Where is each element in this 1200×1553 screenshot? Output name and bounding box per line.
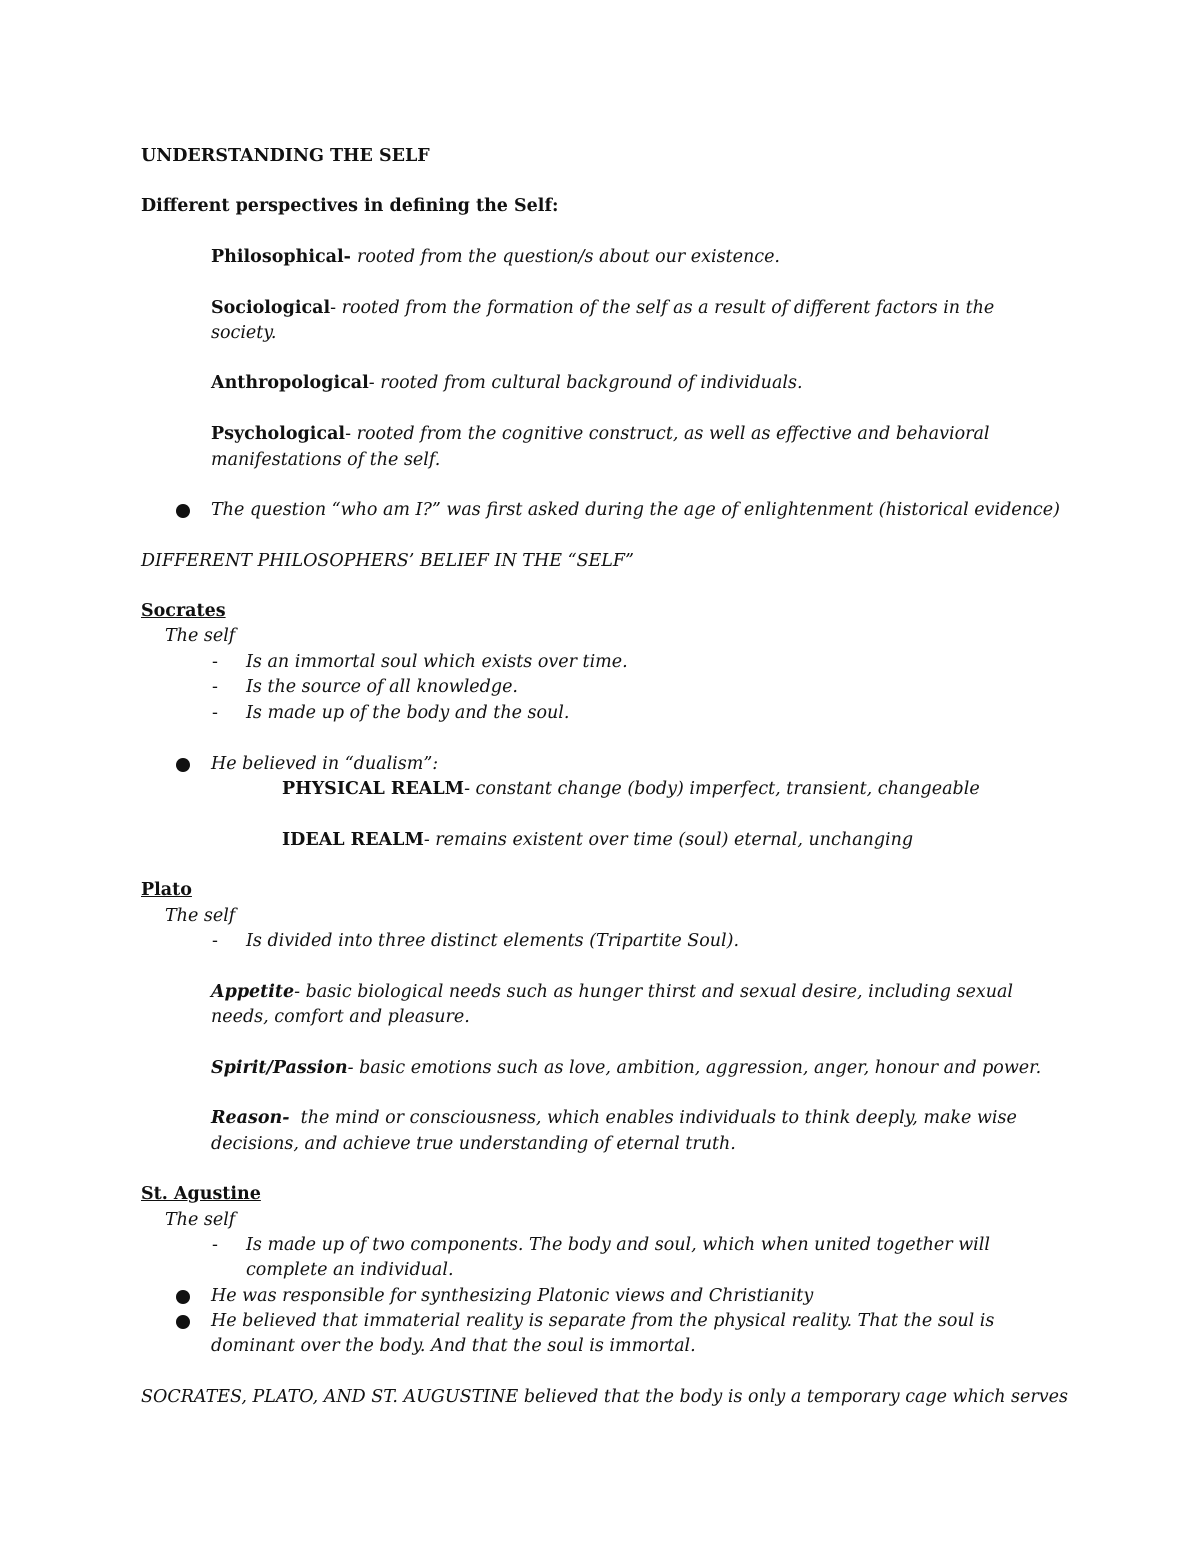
ideal-realm (282, 827, 913, 853)
physical-realm-term: PHYSICAL REALM (282, 779, 465, 799)
bullet-icon (176, 758, 190, 772)
augustine-bullet-2-cont: dominant over the body. And that the soul is immortal. (211, 1336, 696, 1356)
philosophical-sep: - (343, 247, 357, 267)
physical-realm (282, 776, 980, 802)
question-note: The question “who am I?” was first asked during the age of enlightenment (historical evidence) (211, 500, 1060, 520)
socrates-point-2: Is the source of all knowledge. (246, 677, 518, 697)
socrates-self-label: The self (165, 626, 236, 646)
sociological-sep: - (330, 298, 342, 318)
page-title: UNDERSTANDING THE SELF (141, 146, 430, 166)
sociological-item (211, 295, 994, 321)
socrates-point-3: Is made up of the body and the soul. (246, 703, 570, 723)
anthropological-desc: rooted from cultural background of individuals. (380, 373, 803, 393)
perspectives-heading: Different perspectives in defining the Self: (141, 196, 559, 216)
augustine-bullet-1: He was responsible for synthesizing Platonic views and Christianity (211, 1286, 814, 1306)
bullet-icon (176, 504, 190, 518)
sociological-desc-cont: society. (211, 323, 277, 343)
appetite-term: Appetite (211, 982, 295, 1002)
reason-desc: the mind or consciousness, which enables individuals to think deeply, make wise (289, 1108, 1017, 1128)
reason-term: Reason- (211, 1108, 290, 1128)
reason-item (211, 1105, 1017, 1131)
augustine-bullet-2: He believed that immaterial reality is separate from the physical reality. That the soul is (211, 1311, 995, 1331)
plato-heading: Plato (141, 880, 192, 900)
ideal-realm-desc: - remains existent over time (soul) eternal, unchanging (423, 830, 914, 850)
augustine-self-label: The self (165, 1210, 236, 1230)
bullet-icon (176, 1290, 190, 1304)
psychological-desc: rooted from the cognitive construct, as well as effective and behavioral (356, 424, 990, 444)
dash-marker: - (212, 931, 218, 951)
dash-marker: - (212, 652, 218, 672)
philosophers-heading: DIFFERENT PHILOSOPHERS’ BELIEF IN THE “SELF” (141, 551, 634, 571)
socrates-dualism: He believed in “dualism”: (211, 754, 439, 774)
dash-marker: - (212, 677, 218, 697)
dash-marker: - (212, 1235, 218, 1255)
closing-paragraph (141, 1384, 1068, 1410)
appetite-item (211, 979, 1013, 1005)
reason-desc-cont: decisions, and achieve true understanding of eternal truth. (211, 1134, 736, 1154)
spirit-term: Spirit/Passion (211, 1058, 348, 1078)
anthropological-sep: - (368, 373, 381, 393)
philosophical-term: Philosophical (211, 247, 344, 267)
ideal-realm-term: IDEAL REALM (282, 830, 424, 850)
physical-realm-desc: - constant change (body) imperfect, transient, changeable (464, 779, 980, 799)
philosophical-item (211, 244, 780, 270)
dash-marker: - (212, 703, 218, 723)
spirit-desc: - basic emotions such as love, ambition, aggression, anger, honour and power. (347, 1058, 1042, 1078)
appetite-desc: - basic biological needs such as hunger thirst and sexual desire, including sexual (294, 982, 1013, 1002)
closing-text: believed that the body is only a temporary cage which serves (518, 1387, 1068, 1407)
augustine-point: Is made up of two components. The body and soul, which when united together will (246, 1235, 990, 1255)
psychological-item (211, 421, 990, 447)
psychological-sep: - (345, 424, 357, 444)
socrates-point-1: Is an immortal soul which exists over time. (246, 652, 628, 672)
sociological-desc: rooted from the formation of the self as a result of different factors in the (341, 298, 995, 318)
anthropological-item (211, 370, 803, 396)
bullet-icon (176, 1315, 190, 1329)
augustine-point-cont: complete an individual. (246, 1260, 454, 1280)
plato-self-label: The self (165, 906, 236, 926)
anthropological-term: Anthropological (211, 373, 369, 393)
sociological-term: Sociological (211, 298, 331, 318)
augustine-heading: St. Agustine (141, 1184, 261, 1204)
socrates-heading: Socrates (141, 601, 226, 621)
plato-point: Is divided into three distinct elements (Tripartite Soul). (246, 931, 740, 951)
philosophical-desc: rooted from the question/s about our existence. (357, 247, 780, 267)
psychological-term: Psychological (211, 424, 346, 444)
closing-names: SOCRATES, PLATO, AND ST. AUGUSTINE (141, 1387, 519, 1407)
appetite-desc-cont: needs, comfort and pleasure. (211, 1007, 470, 1027)
psychological-desc-cont: manifestations of the self. (211, 450, 441, 470)
spirit-item (211, 1055, 1041, 1081)
